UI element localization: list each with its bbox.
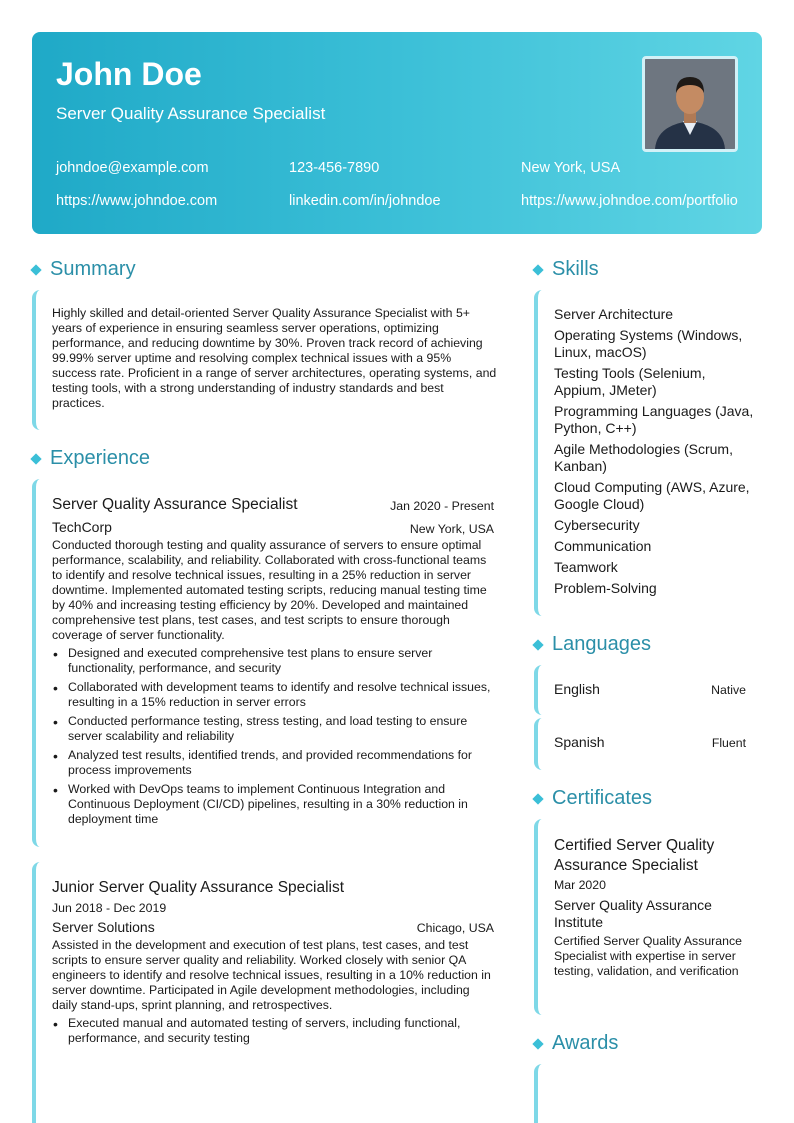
job-date: Jun 2018 - Dec 2019 — [52, 901, 167, 915]
job-company: TechCorp — [52, 519, 112, 535]
list-item: • Collaborated with development teams to identify and resolve technical issues, resulting in a 15% reduction in server errors — [52, 680, 494, 710]
candidate-name: John Doe — [56, 56, 202, 92]
diamond-bullet-icon — [30, 453, 41, 464]
skill-item: Communication — [554, 538, 652, 554]
job-date: Jan 2020 - Present — [390, 499, 494, 513]
person-avatar-icon — [645, 59, 735, 149]
job-entry — [52, 879, 494, 1050]
list-item: • Conducted performance testing, stress testing, and load testing to ensure server scalability and reliability — [52, 714, 494, 744]
certificate-description: Certified Server Quality Assurance Specialist with expertise in server testing, validation, and verification — [554, 934, 742, 978]
job-title: Junior Server Quality Assurance Specialist — [52, 879, 345, 896]
certificate-issuer: Server Quality Assurance Institute — [554, 897, 712, 930]
contact-location: New York, USA — [521, 160, 621, 176]
profile-photo — [642, 56, 738, 152]
language-row — [554, 734, 746, 750]
job-achievements — [52, 646, 494, 827]
experience-heading: Experience — [32, 447, 150, 470]
skill-item: Programming Languages (Java, Python, C++) — [554, 403, 754, 436]
resume-header — [32, 32, 762, 234]
diamond-bullet-icon — [532, 639, 543, 650]
certificates-heading: Certificates — [534, 787, 652, 810]
skill-item: Cybersecurity — [554, 517, 640, 533]
skills-list — [554, 306, 754, 601]
job-achievements — [52, 1016, 494, 1046]
contact-linkedin[interactable]: linkedin.com/in/johndoe — [289, 193, 441, 209]
summary-text: Highly skilled and detail-oriented Server Quality Assurance Specialist with 5+ years of experience in ensuring seamless server operations, optimizing performance, and reducing downtime by 30%. Proven track record of achieving 99.99% server uptime and resolving complex technical issues with a 95% success rate. Proficient in a range of server architectures, operating systems, and testing tools, with a strong understanding of industry standards and best practices. — [52, 306, 497, 410]
summary-heading: Summary — [32, 258, 136, 281]
list-item: • Worked with DevOps teams to implement Continuous Integration and Continuous Deployment (CI/CD) pipelines, resulting in a 30% reduction in deployment time — [52, 782, 494, 827]
skill-item: Cloud Computing (AWS, Azure, Google Cloud) — [554, 479, 750, 512]
contact-portfolio[interactable]: https://www.johndoe.com/portfolio — [521, 193, 738, 209]
skill-item: Server Architecture — [554, 306, 674, 322]
job-entry — [52, 496, 494, 831]
job-title: Server Quality Assurance Specialist — [52, 496, 298, 513]
diamond-bullet-icon — [30, 264, 41, 275]
list-item: • Executed manual and automated testing of servers, including functional, performance, and security testing — [52, 1016, 494, 1046]
contact-website[interactable]: https://www.johndoe.com — [56, 193, 218, 209]
candidate-role: Server Quality Assurance Specialist — [56, 104, 326, 123]
job-description: Conducted thorough testing and quality assurance of servers to ensure optimal performance, scalability, and reliability. Collaborated with cross-functional teams to identify and resolve technical issues, resulting in a 25% reduction in server downtime. Implemented automated testing scripts, reducing manual testing time by 40% and increasing testing efficiency by 20%. Developed and maintained comprehensive test plans, test cases, and test scripts to ensure thorough coverage of server functionality. — [52, 538, 487, 642]
job-location: Chicago, USA — [416, 921, 494, 935]
certificate-entry — [554, 836, 754, 979]
skill-item: Agile Methodologies (Scrum, Kanban) — [554, 441, 733, 474]
language-name: English — [554, 681, 600, 697]
job-company: Server Solutions — [52, 919, 155, 935]
certificate-title: Certified Server Quality Assurance Specialist — [554, 837, 715, 874]
skill-item: Testing Tools (Selenium, Appium, JMeter) — [554, 365, 706, 398]
languages-heading: Languages — [534, 633, 651, 656]
list-item: • Analyzed test results, identified trends, and provided recommendations for process improvements — [52, 748, 494, 778]
diamond-bullet-icon — [532, 264, 543, 275]
skill-item: Operating Systems (Windows, Linux, macOS) — [554, 327, 743, 360]
list-item: • Designed and executed comprehensive test plans to ensure server functionality, performance, and security — [52, 646, 494, 676]
language-level: Native — [711, 683, 746, 697]
language-name: Spanish — [554, 734, 605, 750]
job-description: Assisted in the development and execution of test plans, test cases, and test scripts to ensure server quality and reliability. Worked closely with senior QA engineers to identify and resolve technical issues, resulting in a 10% reduction in server downtime. Participated in Agile development methodologies, including daily stand-ups, sprint planning, and retrospectives. — [52, 938, 491, 1012]
contact-email[interactable]: johndoe@example.com — [56, 160, 209, 176]
skill-item: Problem-Solving — [554, 580, 657, 596]
contact-phone[interactable]: 123-456-7890 — [289, 160, 380, 176]
diamond-bullet-icon — [532, 1038, 543, 1049]
awards-heading: Awards — [534, 1032, 618, 1055]
diamond-bullet-icon — [532, 793, 543, 804]
awards-card — [534, 1064, 762, 1123]
language-row — [554, 681, 746, 697]
skills-heading: Skills — [534, 258, 599, 281]
job-location: New York, USA — [409, 522, 494, 536]
language-level: Fluent — [711, 736, 746, 750]
skill-item: Teamwork — [554, 559, 618, 575]
certificate-date: Mar 2020 — [554, 878, 606, 892]
